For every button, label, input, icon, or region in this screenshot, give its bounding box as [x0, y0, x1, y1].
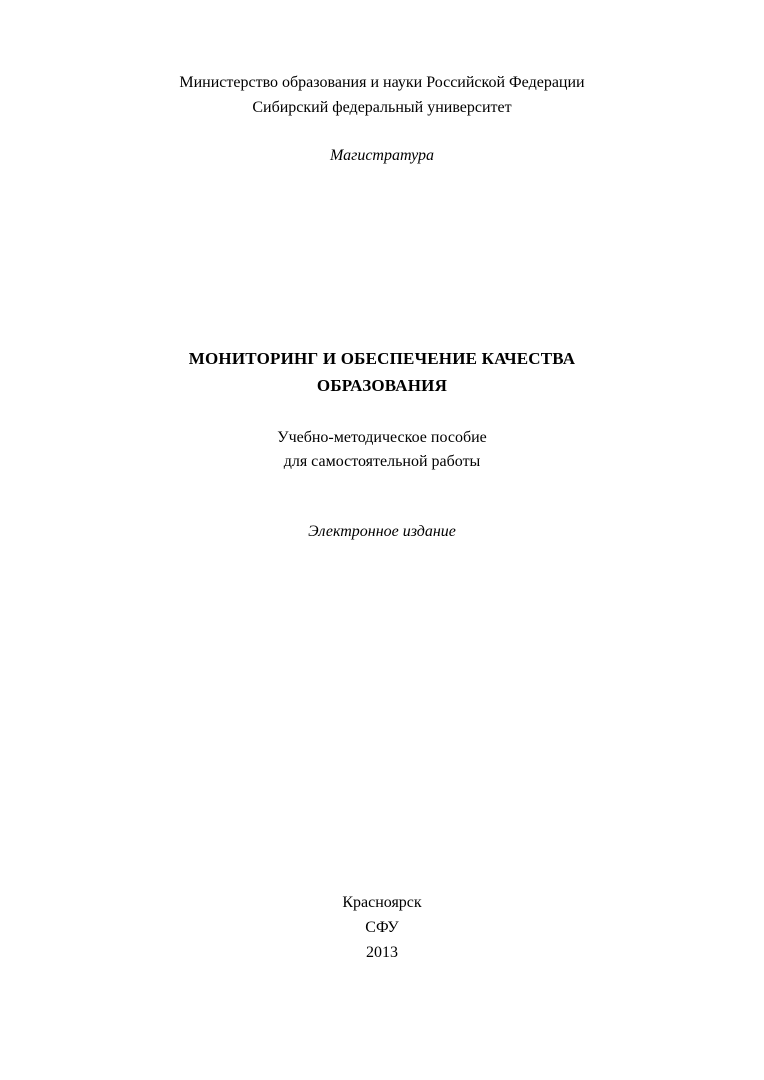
document-type-line-1: Учебно-методическое пособие — [277, 429, 487, 446]
ministry-name: Министерство образования и науки Российской Федерации — [179, 74, 585, 91]
document-title-line-2: ОБРАЗОВАНИЯ — [316, 376, 448, 395]
university-name: Сибирский федеральный университет — [252, 99, 512, 116]
document-type-line-2: для самостоятельной работы — [283, 453, 481, 470]
edition-label: Электронное издание — [308, 523, 456, 540]
program-name: Магистратура — [329, 147, 435, 164]
imprint-city: Красноярск — [342, 894, 422, 911]
imprint-publisher: СФУ — [365, 919, 399, 936]
document-title-line-1: МОНИТОРИНГ И ОБЕСПЕЧЕНИЕ КАЧЕСТВА — [188, 349, 576, 368]
imprint-year: 2013 — [366, 944, 398, 961]
